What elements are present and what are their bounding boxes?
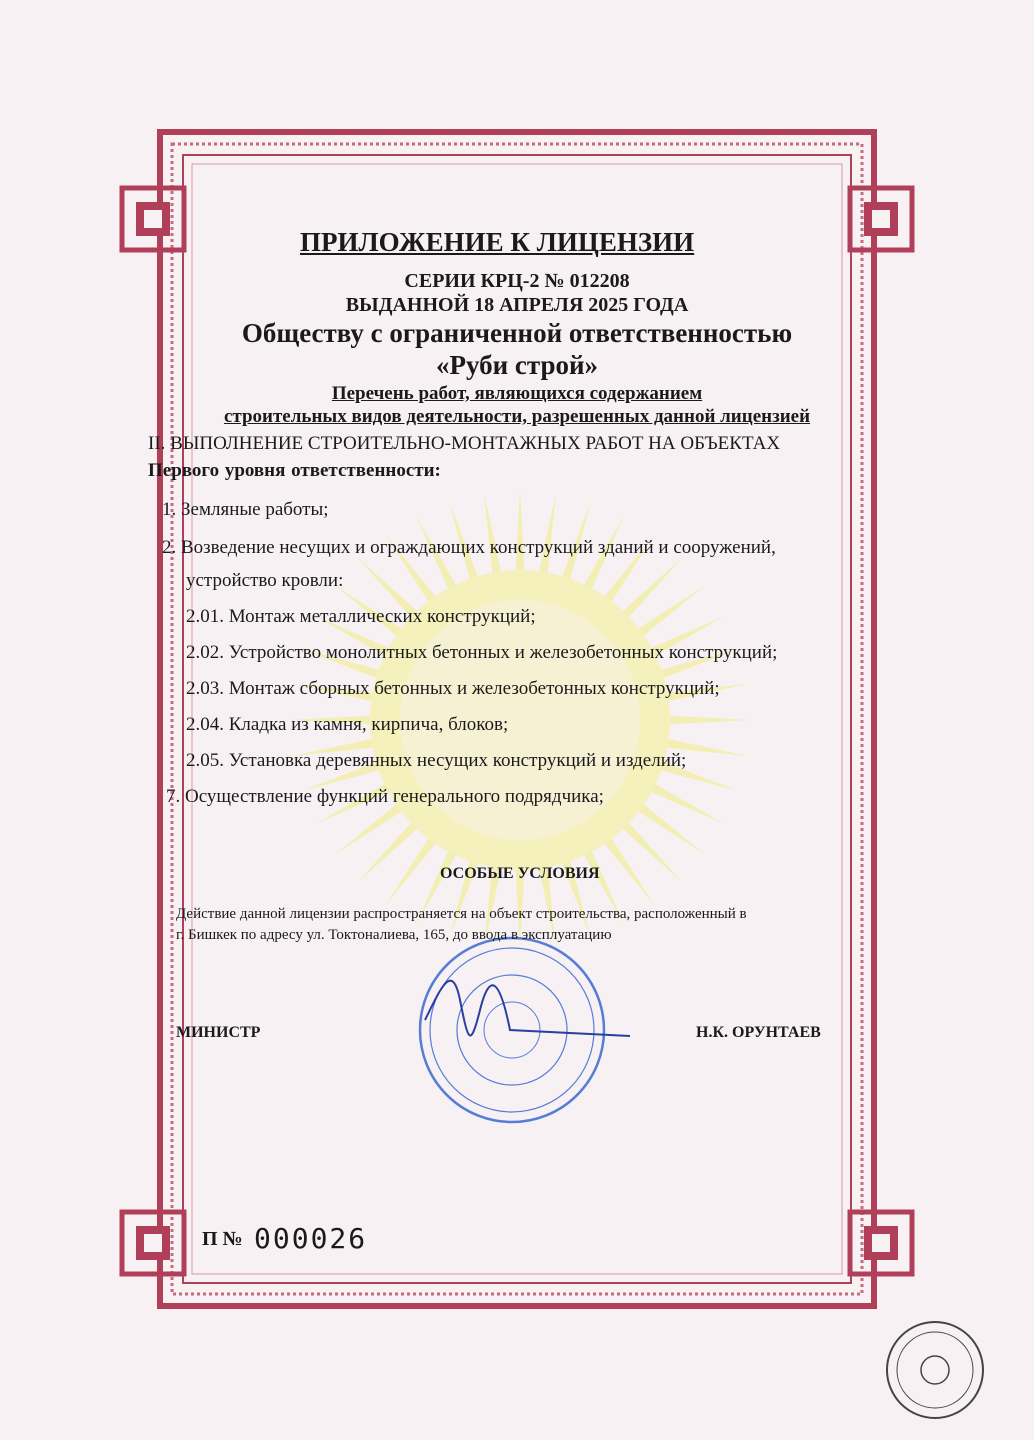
signatory-name: Н.К. ОРУНТАЕВ [696, 1024, 821, 1041]
appendix-title: ПРИЛОЖЕНИЕ К ЛИЦЕНЗИИ [300, 227, 695, 257]
company-type: Обществу с ограниченной ответственностью [241, 318, 793, 348]
serial-label: П № [202, 1228, 243, 1250]
work-item: 1. Земляные работы; [162, 499, 329, 520]
corner-ornament-tl [122, 188, 184, 250]
signatory-position: МИНИСТР [176, 1024, 261, 1041]
works-list-heading-line2: строительных видов деятельности, разрешенных данной лицензией [223, 406, 811, 427]
special-conditions-heading: ОСОБЫЕ УСЛОВИЯ [440, 865, 600, 882]
work-subitem: 2.02. Устройство монолитных бетонных и железобетонных конструкций; [186, 642, 778, 663]
issue-date: ВЫДАННОЙ 18 АПРЕЛЯ 2025 ГОДА [345, 294, 689, 316]
work-item: 2. Возведение несущих и ограждающих конструкций зданий и сооружений, [162, 537, 776, 558]
work-item-continuation: устройство кровли: [186, 570, 344, 591]
work-subitem: 2.05. Установка деревянных несущих конструкций и изделий; [186, 750, 687, 771]
corner-ornament-tr [850, 188, 912, 250]
corner-ornament-bl [122, 1212, 184, 1274]
corner-ornament-br [850, 1212, 912, 1274]
work-subitem: 2.04. Кладка из камня, кирпича, блоков; [186, 714, 509, 735]
license-series: СЕРИИ КРЦ-2 № 012208 [404, 270, 630, 292]
signature-scribble [425, 981, 630, 1036]
state-seal [887, 1322, 983, 1418]
sun-ray [515, 490, 525, 580]
special-conditions-line2: г. Бишкек по адресу ул. Токтоналиева, 165, до ввода в эксплуатацию [176, 927, 612, 943]
works-list-heading-line1: Перечень работ, являющихся содержанием [331, 383, 703, 404]
sun-ray [660, 715, 750, 725]
section-title: II. ВЫПОЛНЕНИЕ СТРОИТЕЛЬНО-МОНТАЖНЫХ РАБОТ НА ОБЪЕКТАХ [148, 433, 781, 454]
special-conditions-line1: Действие данной лицензии распространяется на объект строительства, расположенный в [176, 906, 747, 922]
work-subitem: 2.03. Монтаж сборных бетонных и железобетонных конструкций; [186, 678, 720, 699]
work-subitem: 2.01. Монтаж металлических конструкций; [186, 606, 536, 627]
serial-number: 000026 [254, 1222, 368, 1255]
work-item: 7. Осуществление функций генерального подрядчика; [166, 786, 604, 807]
responsibility-level: Первого уровня ответственности: [148, 460, 441, 481]
company-name: «Руби строй» [435, 350, 599, 380]
